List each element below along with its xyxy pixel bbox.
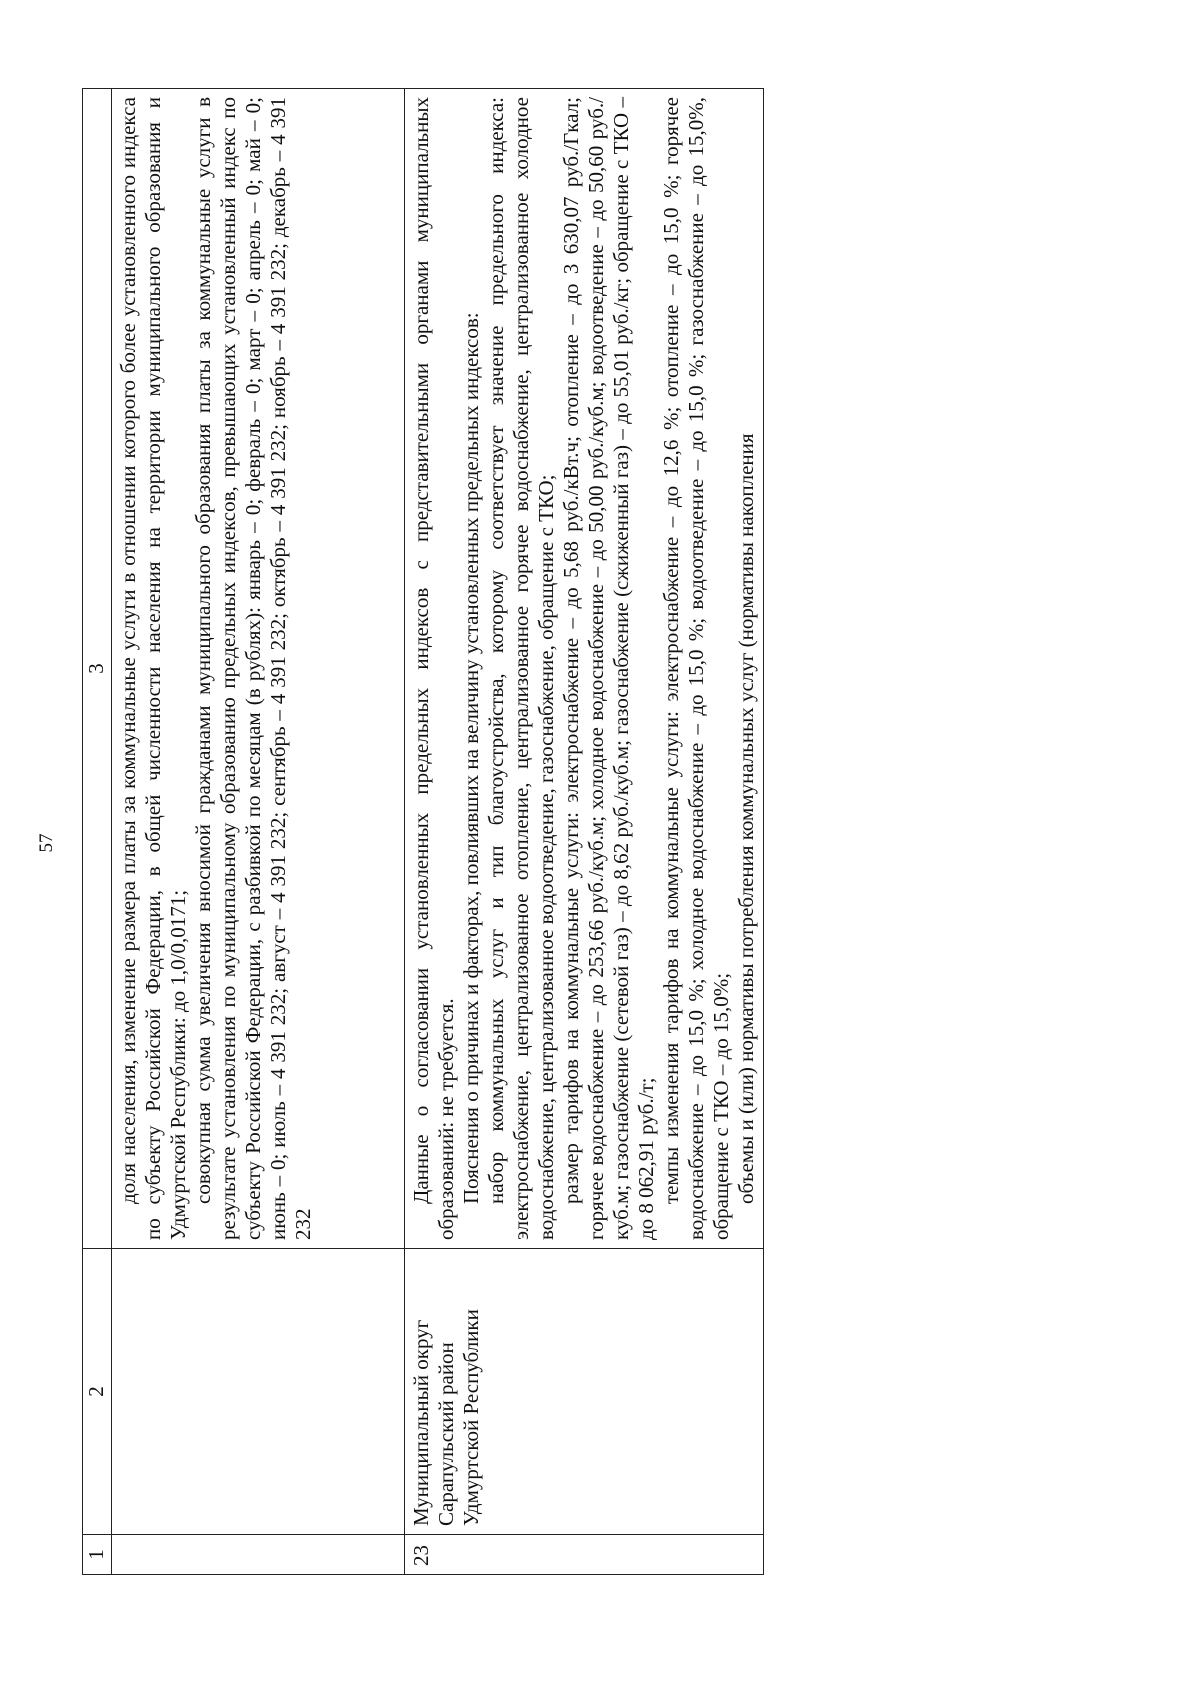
paragraph: темпы изменения тарифов на коммунальные услуги: электроснабжение – до 12,6 %; отопление – до 15,0 %; горячее водоснабжение – до 15,0 %; холодное водоснабжение – до 15,0 %; водоотведение – до 15,0 %; газоснабжение – до 15,0%, обращение с ТКО – до 15,0%; (659, 97, 733, 1240)
paragraph: размер тарифов на коммунальные услуги: электроснабжение – до 5,68 руб./кВт.ч; отопление – до 3 630,07 руб./Гкал; горячее водоснабжение – до 253,66 руб./куб.м; холодное водоснабжение – до 50,00 руб./куб.м; водоотведение – до 50,60 руб./куб.м; газоснабжение (сетевой газ) – до 8,62 руб./куб.м; газоснабжение (сжиженный газ) – до 55,01 руб./кг; обращение с ТКО – до 8 062,91 руб./т; (559, 97, 658, 1240)
row-number-cell: 23 (405, 1535, 764, 1575)
paragraph: объемы и (или) нормативы потребления коммунальных услуг (нормативы накопления (734, 433, 758, 1204)
header-col-2: 2 (83, 1249, 112, 1535)
paragraph: Пояснения о причинах и факторах, повлиявших на величину установленных предельных индексов: (459, 312, 483, 1204)
table-row (405, 89, 764, 1575)
paragraph: совокупная сумма увеличения вносимой гражданами муниципального образования платы за коммунальные услуги в результате установления по муниципальному образованию предельных индексов, превышающих установленный индекс по субъекту Российской Федерации, с разбивкой по месяцам (в рублях): январь – 0; февраль – 0; март – 0; апрель – 0; май – 0; июнь – 0; июль – 4 391 232; август – 4 391 232; сентябрь – 4 391 232; октябрь – 4 391 232; ноябрь – 4 391 232; декабрь – 4 391 232 (191, 97, 315, 1240)
paragraph: Данные о согласовании установленных предельных индексов с представительными органами муниципальных образований: не требуется. (409, 97, 458, 1240)
table-header-row (83, 89, 112, 1575)
header-col-1: 1 (83, 1535, 112, 1575)
document-table (82, 88, 764, 1575)
description-cell (405, 89, 764, 1249)
paragraph: набор коммунальных услуг и тип благоустройства, которому соответствует значение предельного индекса: электроснабжение, централизованное отопление, централизованное горячее водоснабжение, централизованное холодное водоснабжение, централизованное водоотведение, газоснабжение, обращение с ТКО; (484, 97, 558, 1240)
municipality-cell (112, 1249, 405, 1535)
municipality-cell: Муниципальный округ Сарапульский район Удмуртской Республики (405, 1249, 764, 1535)
page-number: 57 (36, 833, 57, 853)
description-cell (112, 89, 405, 1249)
paragraph: доля населения, изменение размера платы за коммунальные услуги в отношении которого более установленного индекса по субъекту Российской Федерации, в общей численности населения на территории муниципального образования и Удмуртской Республики: до 1,0/0,0171; (116, 97, 190, 1240)
table-row (112, 89, 405, 1575)
row-number-cell (112, 1535, 405, 1575)
header-col-3: 3 (83, 89, 112, 1249)
